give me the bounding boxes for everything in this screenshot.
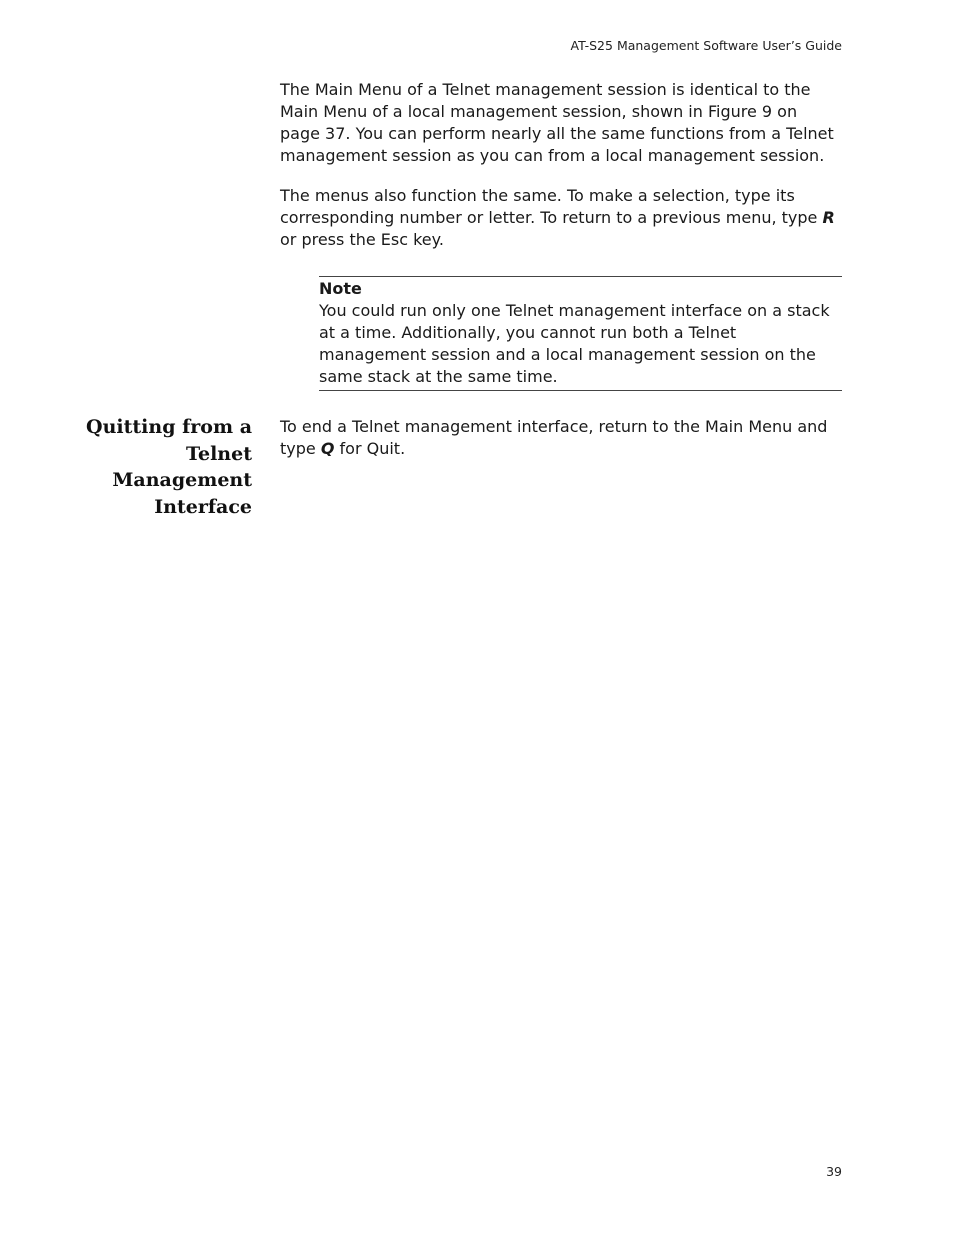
paragraph-main-menu: [280, 79, 842, 167]
section-heading: [52, 414, 252, 520]
text-segment: The menus also function the same. To make a selection, type its corresponding number or letter. To return to a previous menu, type: [280, 186, 823, 227]
heading-line: Quitting from a: [86, 416, 252, 438]
heading-line: Interface: [154, 495, 252, 518]
paragraph-quitting: [280, 416, 842, 460]
heading-line: Telnet: [186, 442, 252, 465]
page-number: 39: [826, 1164, 842, 1179]
note-title: Note: [319, 279, 362, 298]
text-segment: To end a Telnet management interface, return to the Main Menu and type: [280, 417, 828, 458]
heading-line: Management: [112, 469, 252, 491]
paragraph-menus: [280, 185, 842, 251]
note-box: [319, 276, 842, 391]
paragraph-text: [280, 416, 842, 460]
note-text: You could run only one Telnet management interface on a stack at a time. Additionally, you cannot run both a Telnet management session and a local management session on the same stack at the same time.: [319, 301, 830, 386]
text-segment: or press the Esc key.: [280, 230, 444, 249]
key-r: R: [822, 208, 835, 227]
key-q: Q: [320, 439, 335, 458]
paragraph-text: [280, 185, 842, 251]
running-header: AT-S25 Management Software User’s Guide: [570, 38, 842, 53]
paragraph-text: The Main Menu of a Telnet management session is identical to the Main Menu of a local management session, shown in Figure 9 on page 37. You can perform nearly all the same functions from a Telnet management session as you can from a local management session.: [280, 80, 834, 165]
text-segment: for Quit.: [334, 439, 406, 458]
